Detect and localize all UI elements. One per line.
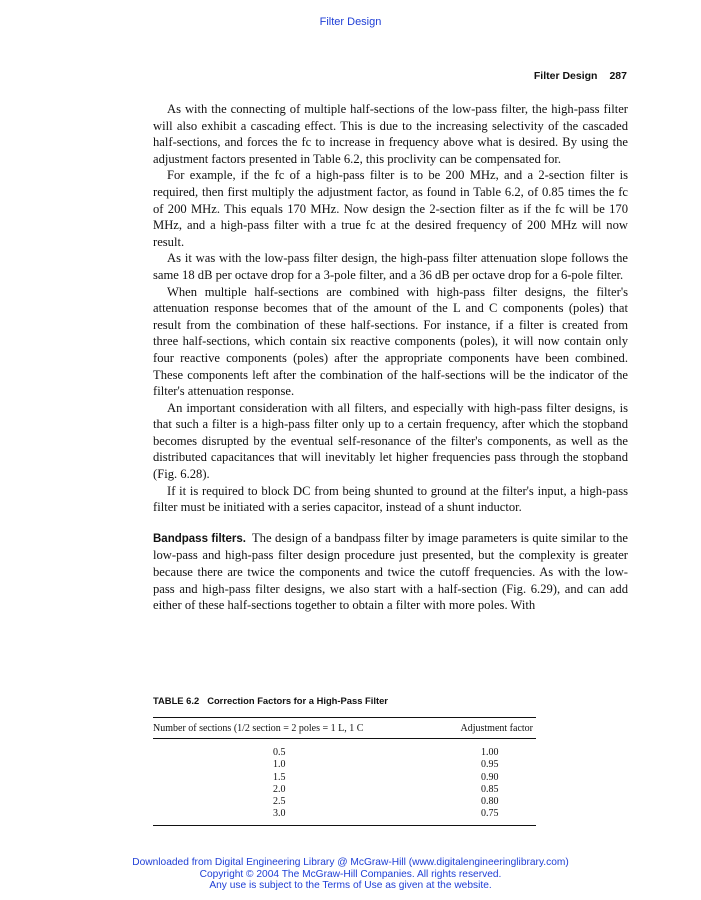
section-text: The design of a bandpass filter by image parameters is quite similar to the low-pass and high-pass filter design procedure just presented, but the complexity is greater because there are twice the components and twice the cutoff frequencies. As with the low-pass and high-pass filter designs, we also start with a half-section (Fig. 6.29), and can add either of these half-sections together to obtain a filter with more poles. With <box>153 530 628 613</box>
table-row <box>153 808 536 820</box>
col-header-sections: Number of sections (1/2 section = 2 poles = 1 L, 1 C <box>153 723 364 734</box>
paragraph-1: As with the connecting of multiple half-sections of the low-pass filter, the high-pass filter will also exhibit a cascading effect. This is due to the increasing selectivity of the cascaded half-sections, and forces the fc to increase in frequency above what is desired. By using the adjustment factors presented in Table 6.2, this proclivity can be compensated for. <box>153 102 628 166</box>
cell-factor: 0.95 <box>481 759 499 771</box>
table-6-2 <box>153 695 536 826</box>
cell-sections: 2.5 <box>273 796 286 808</box>
table-row <box>153 747 536 759</box>
table-row <box>153 772 536 784</box>
paragraph-3: As it was with the low-pass filter design, the high-pass filter attenuation slope follows the same 18 dB per octave drop for a 3-pole filter, and a 36 dB per octave drop for a 6-pole filter. <box>153 251 628 282</box>
paragraph-4: When multiple half-sections are combined with high-pass filter designs, the filter's attenuation response becomes that of the amount of the L and C components (poles) that result from the combination of these half-sections. For instance, if a filter is created from three half-sections, which contain six reactive components (poles), it will now contain only four reactive components (poles) after the appropriate components have been combined. These components left after the combination of the half-sections will be the indicator of the filter's attenuation response. <box>153 284 628 399</box>
cell-factor: 0.80 <box>481 796 499 808</box>
table-body <box>153 739 536 825</box>
cell-factor: 0.75 <box>481 808 499 820</box>
cell-factor: 0.85 <box>481 783 499 795</box>
table-row <box>153 784 536 796</box>
section-heading: Bandpass filters. <box>153 532 246 545</box>
table-caption <box>153 695 536 706</box>
cell-sections: 0.5 <box>273 747 286 758</box>
table-label: TABLE 6.2 <box>153 695 200 706</box>
cell-sections: 3.0 <box>273 808 286 820</box>
cell-sections: 1.0 <box>273 759 286 771</box>
table-bottom-rule <box>153 825 536 826</box>
cell-sections: 2.0 <box>273 783 286 795</box>
table-row <box>153 796 536 808</box>
footer-download-link[interactable]: Downloaded from Digital Engineering Library @ McGraw-Hill (www.digitalengineeringlibrary.com) <box>132 857 569 868</box>
page-number: 287 <box>609 70 627 82</box>
col-header-adjustment: Adjustment factor <box>460 723 533 734</box>
body-text <box>153 101 628 614</box>
footer-copyright: Copyright © 2004 The McGraw-Hill Companies. All rights reserved. <box>199 868 502 880</box>
running-head <box>534 70 627 82</box>
top-link-filter-design[interactable]: Filter Design <box>319 16 382 28</box>
paragraph-6: If it is required to block DC from being shunted to ground at the filter's input, a high-pass filter must be initiated with a series capacitor, instead of a shunt inductor. <box>153 483 628 515</box>
section-bandpass <box>153 530 628 614</box>
paragraph-5: An important consideration with all filters, and especially with high-pass filter designs, is that such a filter is a high-pass filter only up to a certain frequency, after which the stopband becomes disrupted by the eventual self-resonance of the filter's components, as well as the distributed capacitances that will inevitably let higher frequencies pass through the stopband (Fig. 6.28). <box>153 400 628 482</box>
table-header <box>153 718 536 738</box>
running-head-title: Filter Design <box>533 70 598 82</box>
cell-sections: 1.5 <box>273 771 286 783</box>
cell-factor: 0.90 <box>481 771 499 783</box>
cell-factor: 1.00 <box>481 747 499 758</box>
footer-terms[interactable]: Any use is subject to the Terms of Use as given at the website. <box>209 880 492 891</box>
paragraph-2: For example, if the fc of a high-pass filter is to be 200 MHz, and a 2-section filter is required, then first multiply the adjustment factor, as found in Table 6.2, of 0.85 times the fc of 200 MHz. This equals 170 MHz. Now design the 2-section filter as if the fc will be 170 MHz, and a high-pass filter with a true fc at the desired frequency of 200 MHz will now result. <box>153 168 628 249</box>
footer <box>0 857 701 892</box>
table-title: Correction Factors for a High-Pass Filter <box>207 695 388 706</box>
table-row <box>153 759 536 771</box>
